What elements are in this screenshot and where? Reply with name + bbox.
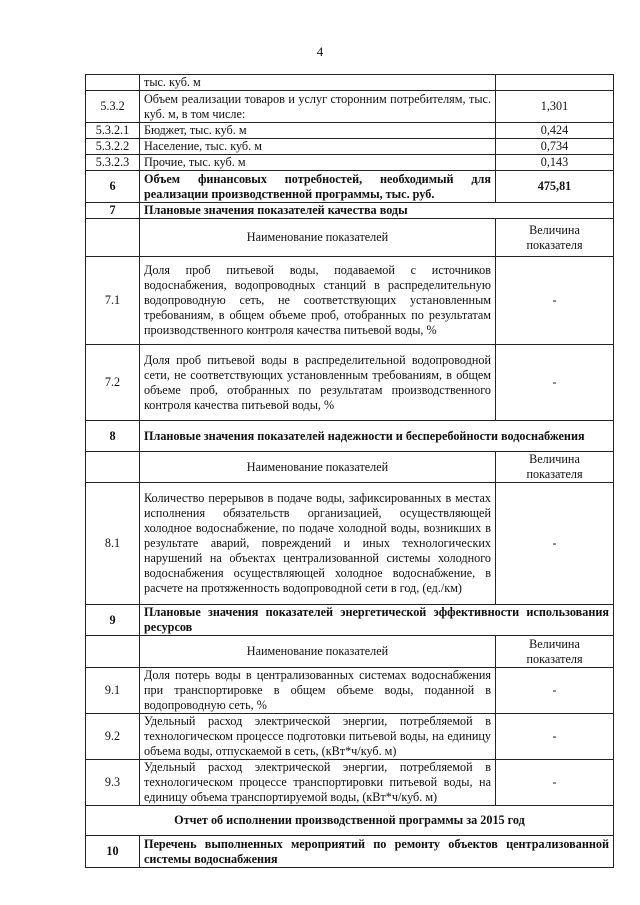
row-value: 475,81 xyxy=(496,171,614,203)
header-row xyxy=(86,219,614,257)
page-number: 4 xyxy=(316,44,324,59)
row-number: 5.3.2.1 xyxy=(86,123,140,139)
row-number: 7.1 xyxy=(86,257,140,345)
section-row xyxy=(86,836,614,868)
row-value: 0,424 xyxy=(496,123,614,139)
row-number: 9.2 xyxy=(86,714,140,760)
header-row xyxy=(86,636,614,668)
section-title: Плановые значения показателей качества воды xyxy=(140,203,614,219)
empty-cell xyxy=(86,636,140,668)
row-number: 7.2 xyxy=(86,345,140,421)
header-value: Величина показателя xyxy=(496,452,614,483)
row-number: 9.3 xyxy=(86,760,140,806)
table-row xyxy=(86,714,614,760)
table-row xyxy=(86,668,614,714)
row-value: - xyxy=(496,345,614,421)
row-text: Удельный расход электрической энергии, потребляемой в технологическом процессе подготовки питьевой воды, на единицу объема воды, отпускаемой в сеть, (кВт*ч/куб. м) xyxy=(140,714,496,760)
row-text: Бюджет, тыс. куб. м xyxy=(140,123,496,139)
empty-cell xyxy=(86,452,140,483)
row-text: Доля проб питьевой воды в распределительной водопроводной сети, не соответствующих установленным требованиям, в общем объеме проб, отобранных по результатам производственного контроля качества питьевой воды, % xyxy=(140,345,496,421)
row-text: Объем реализации товаров и услуг сторонним потребителям, тыс. куб. м, в том числе: xyxy=(140,91,496,123)
row-text: Количество перерывов в подаче воды, зафиксированных в местах исполнения обязательств организацией, осуществляющей холодное водоснабжение, по подаче холодной воды, возникших в результате аварий, повреждений и иных технологических нарушений на объектах централизованной системы холодного водоснабжения осуществляющей холодное водоснабжение, в расчете на протяженность водопроводной сети в год, (ед./км) xyxy=(140,483,496,605)
row-value: 0,734 xyxy=(496,139,614,155)
header-name: Наименование показателей xyxy=(140,452,496,483)
table-row xyxy=(86,139,614,155)
table-row xyxy=(86,75,614,91)
section-title: Плановые значения показателей энергетической эффективности использования ресурсов xyxy=(140,605,614,636)
row-number: 5.3.2.3 xyxy=(86,155,140,171)
row-number: 9.1 xyxy=(86,668,140,714)
row-value: - xyxy=(496,760,614,806)
header-value: Величина показателя xyxy=(496,636,614,668)
row-value: - xyxy=(496,257,614,345)
row-text: Доля проб питьевой воды, подаваемой с источников водоснабжения, водопроводных станций в распределительную водопроводную сеть, не соответствующих установленным требованиям, в общем объеме проб, отобранных по результатам производственного контроля качества питьевой воды, % xyxy=(140,257,496,345)
row-value: - xyxy=(496,668,614,714)
row-text: Население, тыс. куб. м xyxy=(140,139,496,155)
row-value: 0,143 xyxy=(496,155,614,171)
row-number: 8.1 xyxy=(86,483,140,605)
row-text: Прочие, тыс. куб. м xyxy=(140,155,496,171)
table-row xyxy=(86,345,614,421)
report-title-row xyxy=(86,806,614,836)
production-program-table xyxy=(85,74,614,868)
section-title: Перечень выполненных мероприятий по ремонту объектов централизованной системы водоснабжения xyxy=(140,836,614,868)
header-row xyxy=(86,452,614,483)
table-row xyxy=(86,760,614,806)
row-text: тыс. куб. м xyxy=(140,75,496,91)
section-number: 9 xyxy=(86,605,140,636)
section-number: 7 xyxy=(86,203,140,219)
row-value xyxy=(496,75,614,91)
row-number: 5.3.2 xyxy=(86,91,140,123)
table-row xyxy=(86,91,614,123)
table-row xyxy=(86,155,614,171)
row-value: - xyxy=(496,714,614,760)
row-text: Доля потерь воды в централизованных системах водоснабжения при транспортировке в общем объеме воды, поданной в водопроводную сеть, % xyxy=(140,668,496,714)
report-title: Отчет об исполнении производственной программы за 2015 год xyxy=(86,806,614,836)
header-name: Наименование показателей xyxy=(140,636,496,668)
empty-cell xyxy=(86,219,140,257)
row-value: 1,301 xyxy=(496,91,614,123)
row-number xyxy=(86,75,140,91)
section-number: 8 xyxy=(86,421,140,452)
row-text: Объем финансовых потребностей, необходимый для реализации производственной программы, тыс. руб. xyxy=(140,171,496,203)
section-row xyxy=(86,203,614,219)
row-value: - xyxy=(496,483,614,605)
row-text: Удельный расход электрической энергии, потребляемой в технологическом процессе транспортировки питьевой воды, на единицу объема транспортируемой воды, (кВт*ч/куб. м) xyxy=(140,760,496,806)
table-row xyxy=(86,257,614,345)
table-row xyxy=(86,483,614,605)
table-row xyxy=(86,123,614,139)
header-value: Величина показателя xyxy=(496,219,614,257)
row-number: 5.3.2.2 xyxy=(86,139,140,155)
section-title: Плановые значения показателей надежности и бесперебойности водоснабжения xyxy=(140,421,614,452)
section-row xyxy=(86,421,614,452)
section-row xyxy=(86,605,614,636)
table-row xyxy=(86,171,614,203)
row-number: 6 xyxy=(86,171,140,203)
header-name: Наименование показателей xyxy=(140,219,496,257)
section-number: 10 xyxy=(86,836,140,868)
